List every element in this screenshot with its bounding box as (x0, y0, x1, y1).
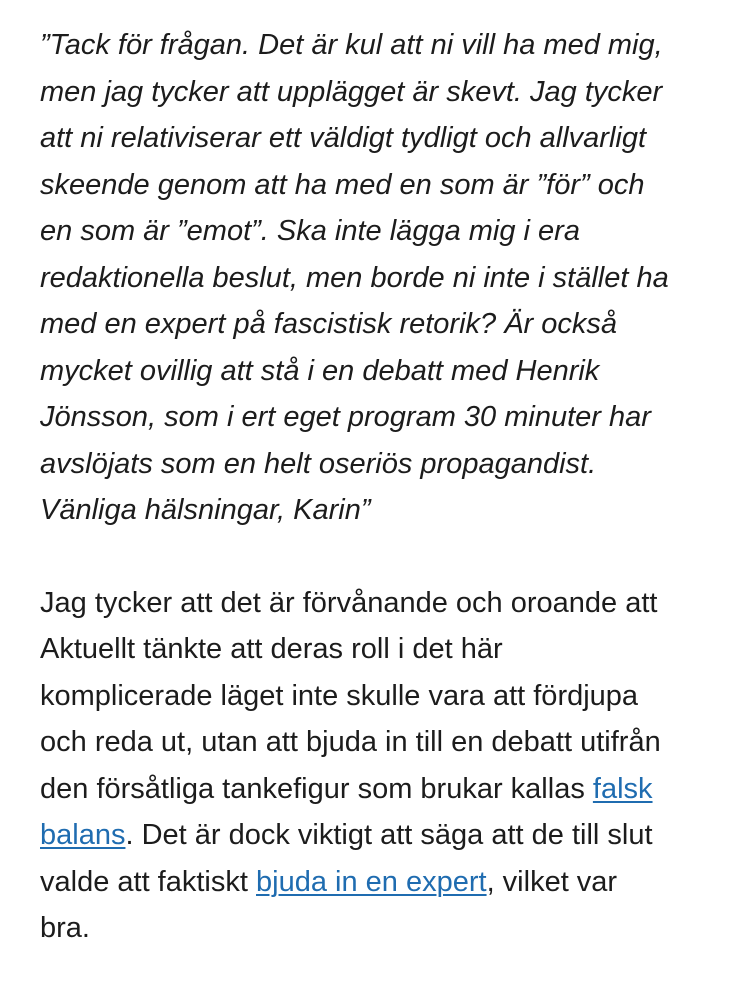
paragraph-line (40, 859, 730, 906)
quote-line: skeende genom att ha med en som är ”för” och (40, 168, 645, 201)
bjuda-in-expert-link[interactable]: bjuda in en expert (256, 865, 487, 898)
paragraph-line (40, 812, 730, 859)
paragraph-text: . Det är dock viktigt att säga att de till slut (125, 819, 653, 851)
paragraph-text: valde att faktiskt (40, 865, 256, 898)
quote-line: avslöjats som en helt oseriös propagandist. (40, 447, 597, 480)
quote-line: Vänliga hälsningar, Karin” (40, 494, 371, 526)
paragraph-line (40, 766, 730, 813)
falsk-balans-link-part2[interactable]: balans (40, 819, 126, 851)
falsk-balans-link-part1[interactable]: falsk (592, 772, 653, 805)
article-body (40, 22, 730, 952)
commentary-paragraph (40, 580, 730, 952)
quote-line: att ni relativiserar ett väldigt tydligt och allvarligt (40, 122, 647, 154)
quote-line: men jag tycker att upplägget är skevt. Jag tycker (40, 75, 663, 108)
paragraph-line: bra. (40, 912, 90, 944)
quote-line: redaktionella beslut, men borde ni inte i stället ha (40, 261, 669, 294)
paragraph-line: och reda ut, utan att bjuda in till en debatt utifrån (40, 726, 661, 758)
quote-line: mycket ovillig att stå i en debatt med Henrik (40, 354, 600, 387)
paragraph-line: komplicerade läget inte skulle vara att fördjupa (40, 679, 639, 712)
paragraph-line: Aktuellt tänkte att deras roll i det här (40, 633, 503, 665)
quote-line: Jönsson, som i ert eget program 30 minuter har (40, 401, 651, 433)
paragraph-line: Jag tycker att det är förvånande och oroande att (40, 586, 658, 619)
quote-line: en som är ”emot”. Ska inte lägga mig i era (40, 215, 580, 247)
quote-line: med en expert på fascistisk retorik? Är också (40, 308, 618, 340)
quote-line: ”Tack för frågan. Det är kul att ni vill ha med mig, (40, 29, 663, 61)
quoted-reply (40, 22, 730, 534)
paragraph-text: , vilket var (486, 865, 618, 898)
paragraph-text: den försåtliga tankefigur som brukar kallas (40, 772, 593, 805)
